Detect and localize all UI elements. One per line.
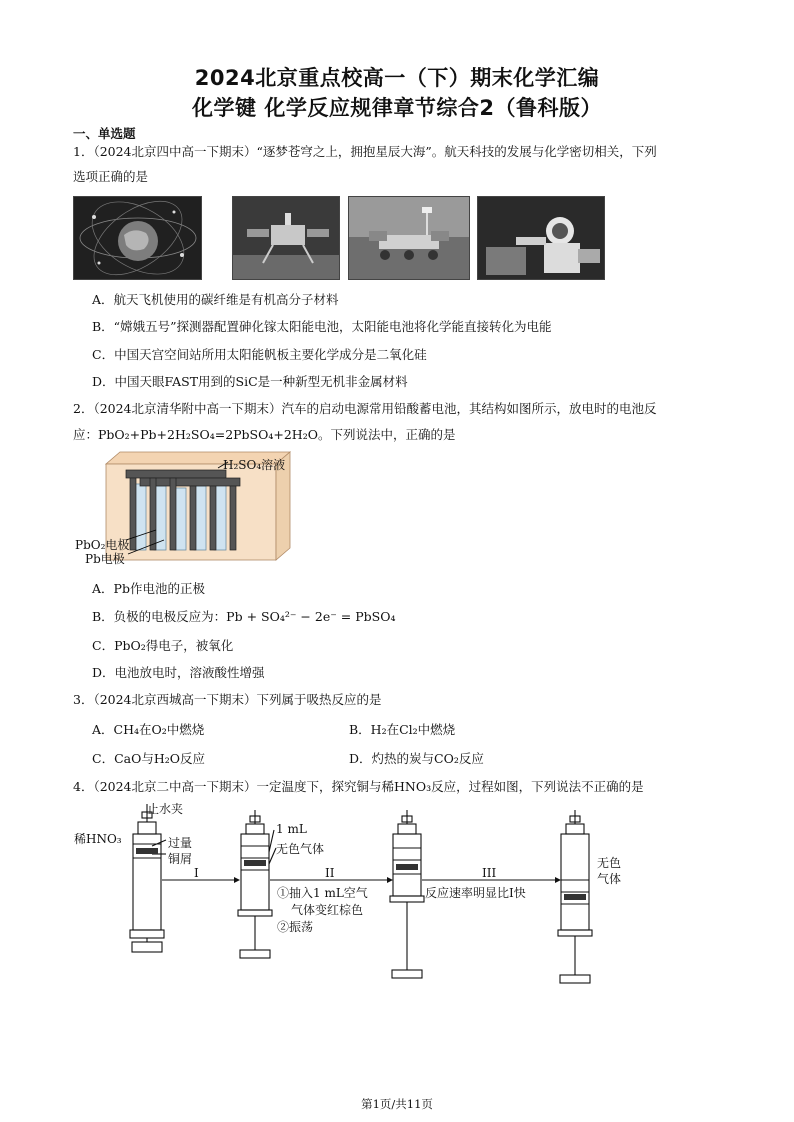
label-pb-electrode: Pb电极 <box>85 552 125 566</box>
label-h2so4-solution: H₂SO₄溶液 <box>223 458 286 472</box>
label-inject-air: ①抽入1 mL空气 <box>277 886 368 900</box>
lunar-lander-photo <box>232 196 340 280</box>
q1-option-c: C．中国天宫空间站所用太阳能帆板主要化学成分是二氧化硅 <box>92 347 427 362</box>
section-heading: 一、单选题 <box>73 126 136 141</box>
q2-stem-line2: 应：PbO₂+Pb+2H₂SO₄=2PbSO₄+2H₂O。下列说法中，正确的是 <box>73 427 456 442</box>
q3-stem: 3．（2024北京西城高一下期末）下列属于吸热反应的是 <box>73 692 382 707</box>
label-colorless: 无色 <box>597 856 622 870</box>
q1-stem-line2: 选项正确的是 <box>73 169 149 184</box>
step-1-label: I <box>194 866 199 880</box>
q2-stem-line1: 2．（2024北京清华附中高一下期末）汽车的启动电源常用铅酸蓄电池，其结构如图所示，放电时的电池反 <box>73 401 657 416</box>
q2-option-c: C．PbO₂得电子，被氧化 <box>92 638 234 653</box>
doc-title-line2: 化学键 化学反应规律章节综合2（鲁科版） <box>192 96 602 120</box>
q2-option-b: B．负极的电极反应为：Pb + SO₄²⁻ − 2e⁻ = PbSO₄ <box>92 609 396 624</box>
q4-stem: 4．（2024北京二中高一下期末）一定温度下，探究铜与稀HNO₃反应，过程如图，下列说法不正确的是 <box>73 779 644 794</box>
q2-option-a: A．Pb作电池的正极 <box>92 581 205 596</box>
q3-option-b: B．H₂在Cl₂中燃烧 <box>349 722 456 737</box>
q1-stem-line1: 1．（2024北京四中高一下期末）“逐梦苍穹之上，拥抱星辰大海”。航天科技的发展与化学密切相关，下列 <box>73 144 657 159</box>
label-rate-faster: 反应速率明显比I快 <box>425 886 526 900</box>
q1-option-d: D．中国天眼FAST用到的SiC是一种新型无机非金属材料 <box>92 374 408 389</box>
label-copper-scraps: 铜屑 <box>168 852 193 866</box>
step-3-label: III <box>482 866 497 880</box>
q1-option-a: A．航天飞机使用的碳纤维是有机高分子材料 <box>92 292 339 307</box>
label-pbo2-electrode: PbO₂电极 <box>75 538 130 552</box>
label-gas-turns-brown: 气体变红棕色 <box>291 903 364 917</box>
label-shake: ②振荡 <box>277 920 314 934</box>
q3-option-d: D．灼热的炭与CO₂反应 <box>349 751 484 766</box>
q1-option-b: B．“嫦娥五号”探测器配置砷化镓太阳能电池，太阳能电池将化学能直接转化为电能 <box>92 319 552 334</box>
label-dilute-hno3: 稀HNO₃ <box>74 832 122 846</box>
label-1ml: 1 mL <box>276 822 307 836</box>
label-colorless-gas: 无色气体 <box>276 842 325 856</box>
doc-title-line1: 2024北京重点校高一（下）期末化学汇编 <box>194 66 600 90</box>
mars-rover-photo <box>348 196 470 280</box>
step-2-label: II <box>325 866 335 880</box>
page-number: 第1页/共11页 <box>361 1097 433 1111</box>
astronaut-photo <box>477 196 605 280</box>
q3-option-c: C．CaO与H₂O反应 <box>92 751 205 766</box>
satellite-earth-photo <box>73 196 202 280</box>
label-clamp: 止水夹 <box>147 802 184 816</box>
q3-option-a: A．CH₄在O₂中燃烧 <box>92 722 205 737</box>
label-excess: 过量 <box>168 836 193 850</box>
label-gas: 气体 <box>597 872 622 886</box>
q2-option-d: D．电池放电时，溶液酸性增强 <box>92 665 265 680</box>
